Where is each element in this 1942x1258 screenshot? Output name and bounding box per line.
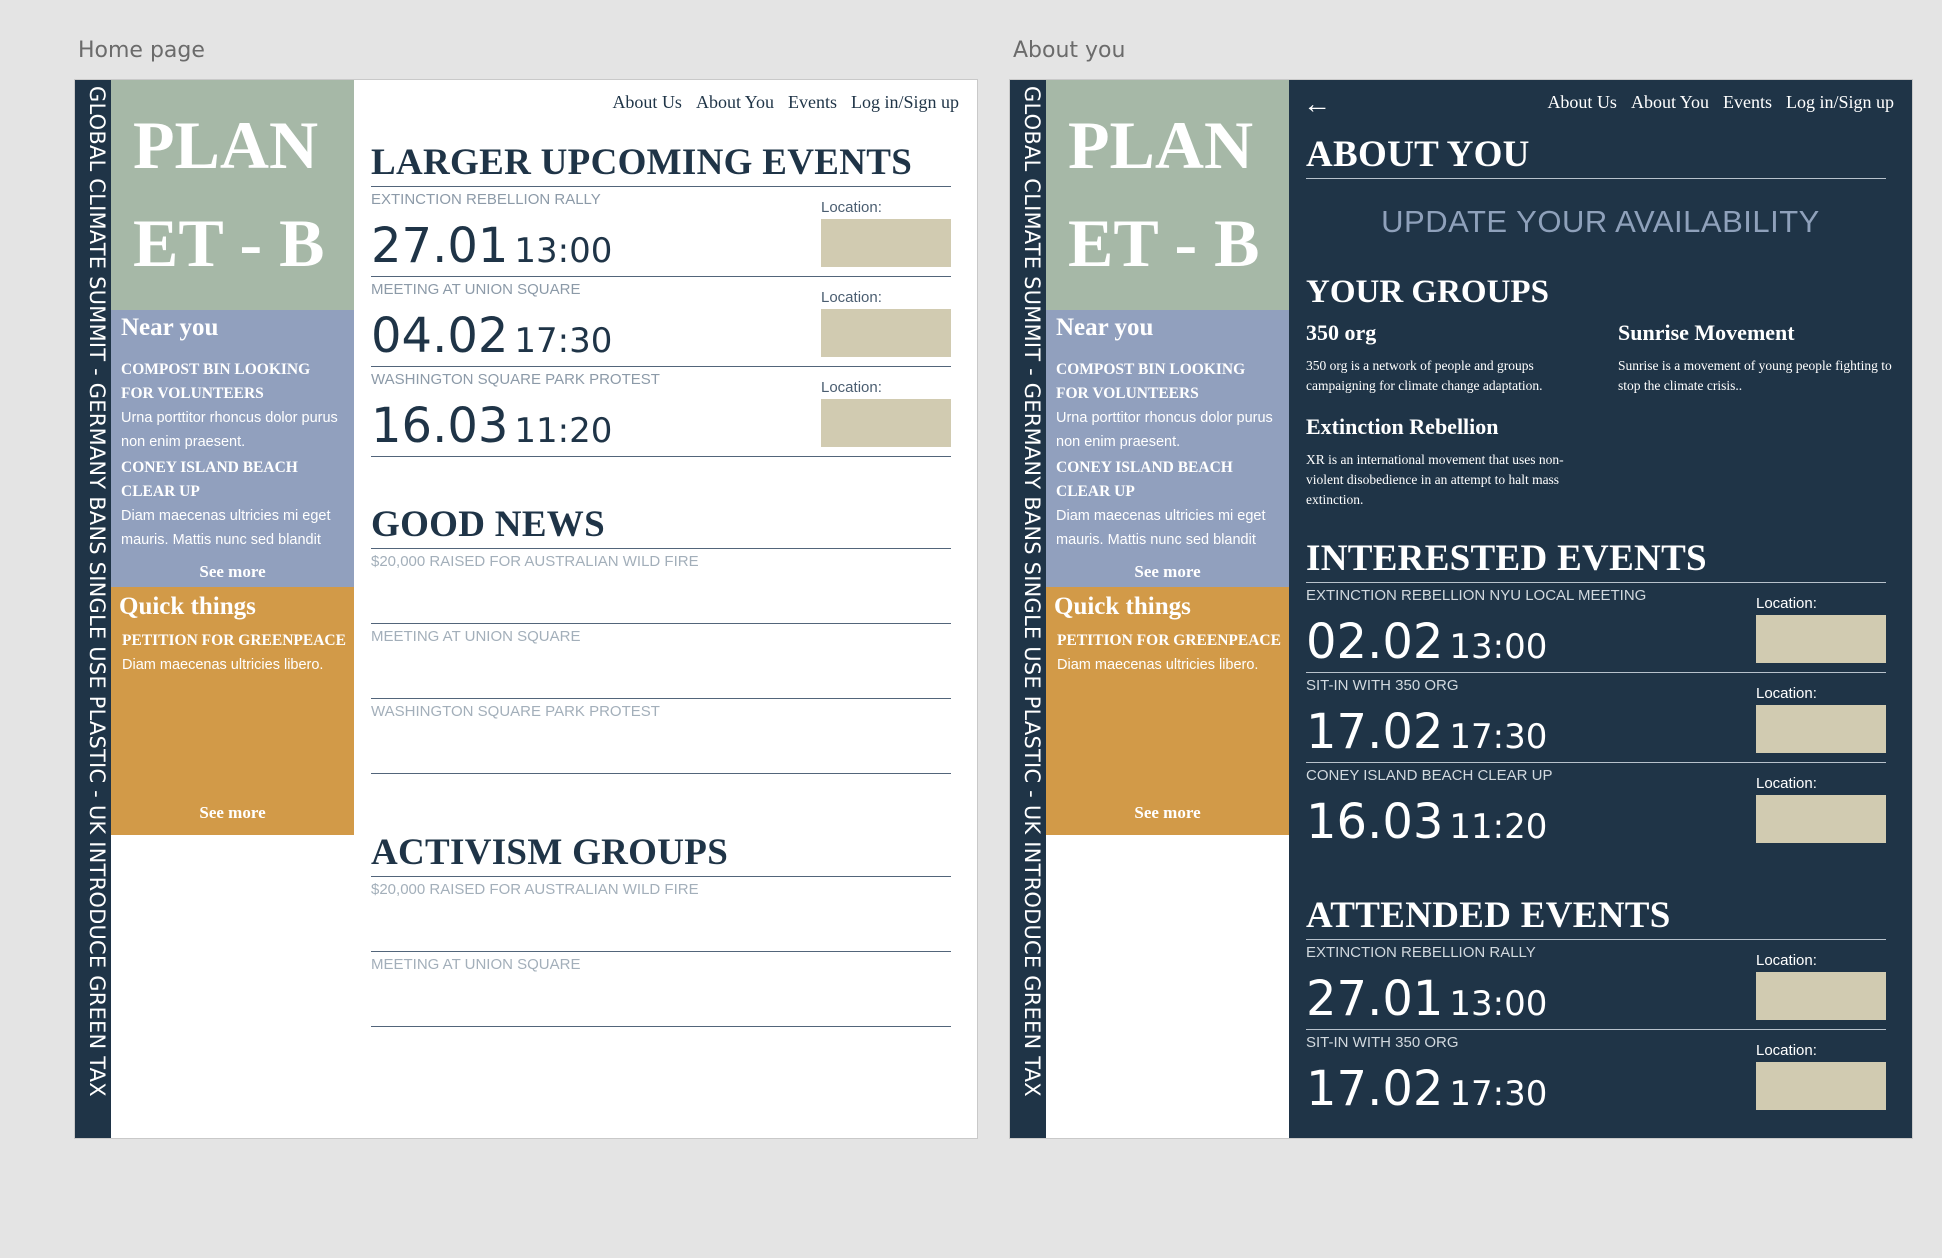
near-item-body: Urna porttitor rhoncus dolor purus non enim praesent. — [1056, 410, 1273, 450]
location-label: Location: — [1756, 775, 1817, 792]
event-date-value: 16.03 — [1306, 794, 1444, 850]
frame-label-about: About you — [1013, 38, 1126, 63]
event-time: 11:20 — [514, 411, 613, 451]
quick-item-title[interactable]: PETITION FOR GREENPEACE — [122, 632, 346, 649]
event-time: 17:30 — [1449, 717, 1548, 757]
event-row[interactable] — [371, 187, 951, 277]
news-title: WASHINGTON SQUARE PARK PROTEST — [371, 703, 660, 720]
frame-label-home: Home page — [78, 38, 205, 63]
location-label: Location: — [821, 199, 882, 216]
logo[interactable] — [111, 80, 354, 310]
location-map-placeholder[interactable] — [1756, 795, 1886, 843]
event-row[interactable] — [1306, 673, 1886, 763]
nav-about-you[interactable]: About You — [1630, 92, 1709, 112]
event-row[interactable] — [1306, 763, 1886, 853]
news-ticker — [1010, 80, 1046, 1138]
top-nav — [1547, 92, 1894, 113]
event-name: SIT-IN WITH 350 ORG — [1306, 677, 1459, 694]
quick-things-title: Quick things — [1054, 593, 1191, 620]
event-date-value: 16.03 — [371, 398, 509, 454]
sidebar — [111, 80, 354, 1138]
quick-item-title[interactable]: PETITION FOR GREENPEACE — [1057, 632, 1281, 649]
group-description: XR is an international movement that uses non-violent disobedience in an attempt to halt mass extinction. — [1306, 452, 1564, 507]
attended-events-section — [1306, 893, 1886, 1120]
event-date-value: 04.02 — [371, 308, 509, 364]
nav-login[interactable]: Log in/Sign up — [1785, 92, 1894, 112]
event-date-value: 17.02 — [1306, 704, 1444, 760]
near-item-body: Urna porttitor rhoncus dolor purus non enim praesent. — [121, 410, 338, 450]
group-title: $20,000 RAISED FOR AUSTRALIAN WILD FIRE — [371, 881, 699, 898]
group-name: Sunrise Movement — [1618, 320, 1795, 345]
top-nav — [612, 92, 959, 113]
event-row[interactable] — [1306, 1030, 1886, 1120]
event-name: CONEY ISLAND BEACH CLEAR UP — [1306, 767, 1553, 784]
news-title: $20,000 RAISED FOR AUSTRALIAN WILD FIRE — [371, 553, 699, 570]
event-date — [371, 217, 612, 280]
group-description: 350 org is a network of people and groups campaigning for climate change adaptation. — [1306, 358, 1543, 393]
news-ticker — [75, 80, 111, 1138]
near-item-body: Diam maecenas ultricies mi eget mauris. Mattis nunc sed blandit — [121, 508, 331, 548]
group-row[interactable] — [371, 877, 951, 952]
location-map-placeholder[interactable] — [1756, 972, 1886, 1020]
near-you-panel — [111, 310, 354, 587]
near-item-title[interactable]: CONEY ISLAND BEACH CLEAR UP — [1056, 459, 1233, 500]
event-time: 17:30 — [514, 321, 613, 361]
quick-things-see-more-link[interactable]: See more — [199, 803, 266, 822]
home-main-content — [354, 80, 977, 1138]
update-availability-button[interactable]: UPDATE YOUR AVAILABILITY — [1381, 204, 1820, 239]
quick-things-title: Quick things — [119, 593, 256, 620]
event-date — [1306, 1060, 1547, 1123]
event-date — [1306, 793, 1547, 856]
event-time: 13:00 — [1449, 984, 1548, 1024]
logo-line-2: ET - B — [1068, 205, 1260, 281]
news-title: MEETING AT UNION SQUARE — [371, 628, 581, 645]
nav-about-us[interactable]: About Us — [1547, 92, 1617, 112]
location-label: Location: — [1756, 952, 1817, 969]
event-time: 11:20 — [1449, 807, 1548, 847]
near-item-body: Diam maecenas ultricies mi eget mauris. Mattis nunc sed blandit — [1056, 508, 1266, 548]
event-date-value: 27.01 — [1306, 971, 1444, 1027]
near-item-title[interactable]: COMPOST BIN LOOKING FOR VOLUNTEERS — [1056, 361, 1246, 402]
near-you-see-more-link[interactable]: See more — [199, 562, 266, 581]
near-you-panel — [1046, 310, 1289, 587]
quick-item-body: Diam maecenas ultricies libero. — [122, 657, 324, 673]
location-map-placeholder[interactable] — [821, 309, 951, 357]
group-title: MEETING AT UNION SQUARE — [371, 956, 581, 973]
arrow-left-icon[interactable]: ← — [1303, 88, 1331, 119]
news-row[interactable] — [371, 699, 951, 774]
near-you-title: Near you — [121, 314, 219, 341]
event-date — [371, 307, 612, 370]
event-date-value: 17.02 — [1306, 1061, 1444, 1117]
location-label: Location: — [821, 289, 882, 306]
nav-about-us[interactable]: About Us — [612, 92, 682, 112]
event-date-value: 27.01 — [371, 218, 509, 274]
event-row[interactable] — [1306, 583, 1886, 673]
event-time: 13:00 — [1449, 627, 1548, 667]
interested-events-section — [1306, 536, 1886, 853]
logo-line-1: PLAN — [133, 107, 319, 183]
event-name: MEETING AT UNION SQUARE — [371, 281, 581, 298]
event-date — [1306, 703, 1547, 766]
event-name: EXTINCTION REBELLION NYU LOCAL MEETING — [1306, 587, 1647, 604]
event-date — [1306, 970, 1547, 1033]
quick-item-body: Diam maecenas ultricies libero. — [1057, 657, 1259, 673]
activism-groups-section — [371, 830, 951, 1027]
upcoming-events-section — [371, 140, 951, 457]
location-label: Location: — [821, 379, 882, 396]
quick-things-see-more-link[interactable]: See more — [1134, 803, 1201, 822]
location-map-placeholder[interactable] — [1756, 1062, 1886, 1110]
attended-events-title: ATTENDED EVENTS — [1306, 893, 1886, 940]
location-map-placeholder[interactable] — [1756, 615, 1886, 663]
group-row[interactable] — [371, 952, 951, 1027]
interested-events-title: INTERESTED EVENTS — [1306, 536, 1886, 583]
nav-events[interactable]: Events — [787, 92, 837, 112]
logo[interactable] — [1046, 80, 1289, 310]
event-date — [371, 397, 612, 460]
ticker-text: GLOBAL CLIMATE SUMMIT - GERMANY BANS SINGLE USE PLASTIC - UK INTRODUCE GREEN TAX — [85, 86, 109, 1097]
nav-about-you[interactable]: About You — [695, 92, 774, 112]
your-groups-title: YOUR GROUPS — [1306, 274, 1549, 310]
nav-events[interactable]: Events — [1722, 92, 1772, 112]
group-card[interactable] — [1306, 320, 1586, 396]
about-you-header — [1306, 132, 1886, 179]
location-map-placeholder[interactable] — [1756, 705, 1886, 753]
upcoming-events-title: LARGER UPCOMING EVENTS — [371, 140, 951, 187]
location-map-placeholder[interactable] — [821, 399, 951, 447]
news-row[interactable] — [371, 549, 951, 624]
near-you-see-more-link[interactable]: See more — [1134, 562, 1201, 581]
quick-things-panel — [1046, 587, 1289, 835]
event-name: SIT-IN WITH 350 ORG — [1306, 1034, 1459, 1051]
location-map-placeholder[interactable] — [821, 219, 951, 267]
group-card[interactable] — [1306, 414, 1586, 510]
nav-login[interactable]: Log in/Sign up — [850, 92, 959, 112]
logo-line-2: ET - B — [133, 205, 325, 281]
good-news-title: GOOD NEWS — [371, 502, 951, 549]
activism-groups-title: ACTIVISM GROUPS — [371, 830, 951, 877]
event-name: EXTINCTION REBELLION RALLY — [1306, 944, 1536, 961]
event-row[interactable] — [1306, 940, 1886, 1030]
event-name: WASHINGTON SQUARE PARK PROTEST — [371, 371, 660, 388]
about-you-title: ABOUT YOU — [1306, 132, 1886, 179]
ticker-text: GLOBAL CLIMATE SUMMIT - GERMANY BANS SINGLE USE PLASTIC - UK INTRODUCE GREEN TAX — [1020, 86, 1044, 1097]
near-you-title: Near you — [1056, 314, 1154, 341]
event-row[interactable] — [371, 277, 951, 367]
sidebar — [1046, 80, 1289, 1138]
about-you-frame — [1009, 79, 1913, 1139]
near-item-title[interactable]: CONEY ISLAND BEACH CLEAR UP — [121, 459, 298, 500]
event-date — [1306, 613, 1547, 676]
group-name: 350 org — [1306, 320, 1377, 345]
quick-things-panel — [111, 587, 354, 835]
event-time: 17:30 — [1449, 1074, 1548, 1114]
good-news-section — [371, 502, 951, 774]
location-label: Location: — [1756, 1042, 1817, 1059]
group-card[interactable] — [1618, 320, 1898, 396]
event-date-value: 02.02 — [1306, 614, 1444, 670]
logo-line-1: PLAN — [1068, 107, 1254, 183]
location-label: Location: — [1756, 595, 1817, 612]
event-name: EXTINCTION REBELLION RALLY — [371, 191, 601, 208]
location-label: Location: — [1756, 685, 1817, 702]
about-main-content — [1289, 80, 1912, 1138]
near-item-title[interactable]: COMPOST BIN LOOKING FOR VOLUNTEERS — [121, 361, 311, 402]
home-page-frame — [74, 79, 978, 1139]
news-row[interactable] — [371, 624, 951, 699]
group-description: Sunrise is a movement of young people fighting to stop the climate crisis.. — [1618, 358, 1892, 393]
event-time: 13:00 — [514, 231, 613, 271]
group-name: Extinction Rebellion — [1306, 414, 1499, 439]
event-row[interactable] — [371, 367, 951, 457]
